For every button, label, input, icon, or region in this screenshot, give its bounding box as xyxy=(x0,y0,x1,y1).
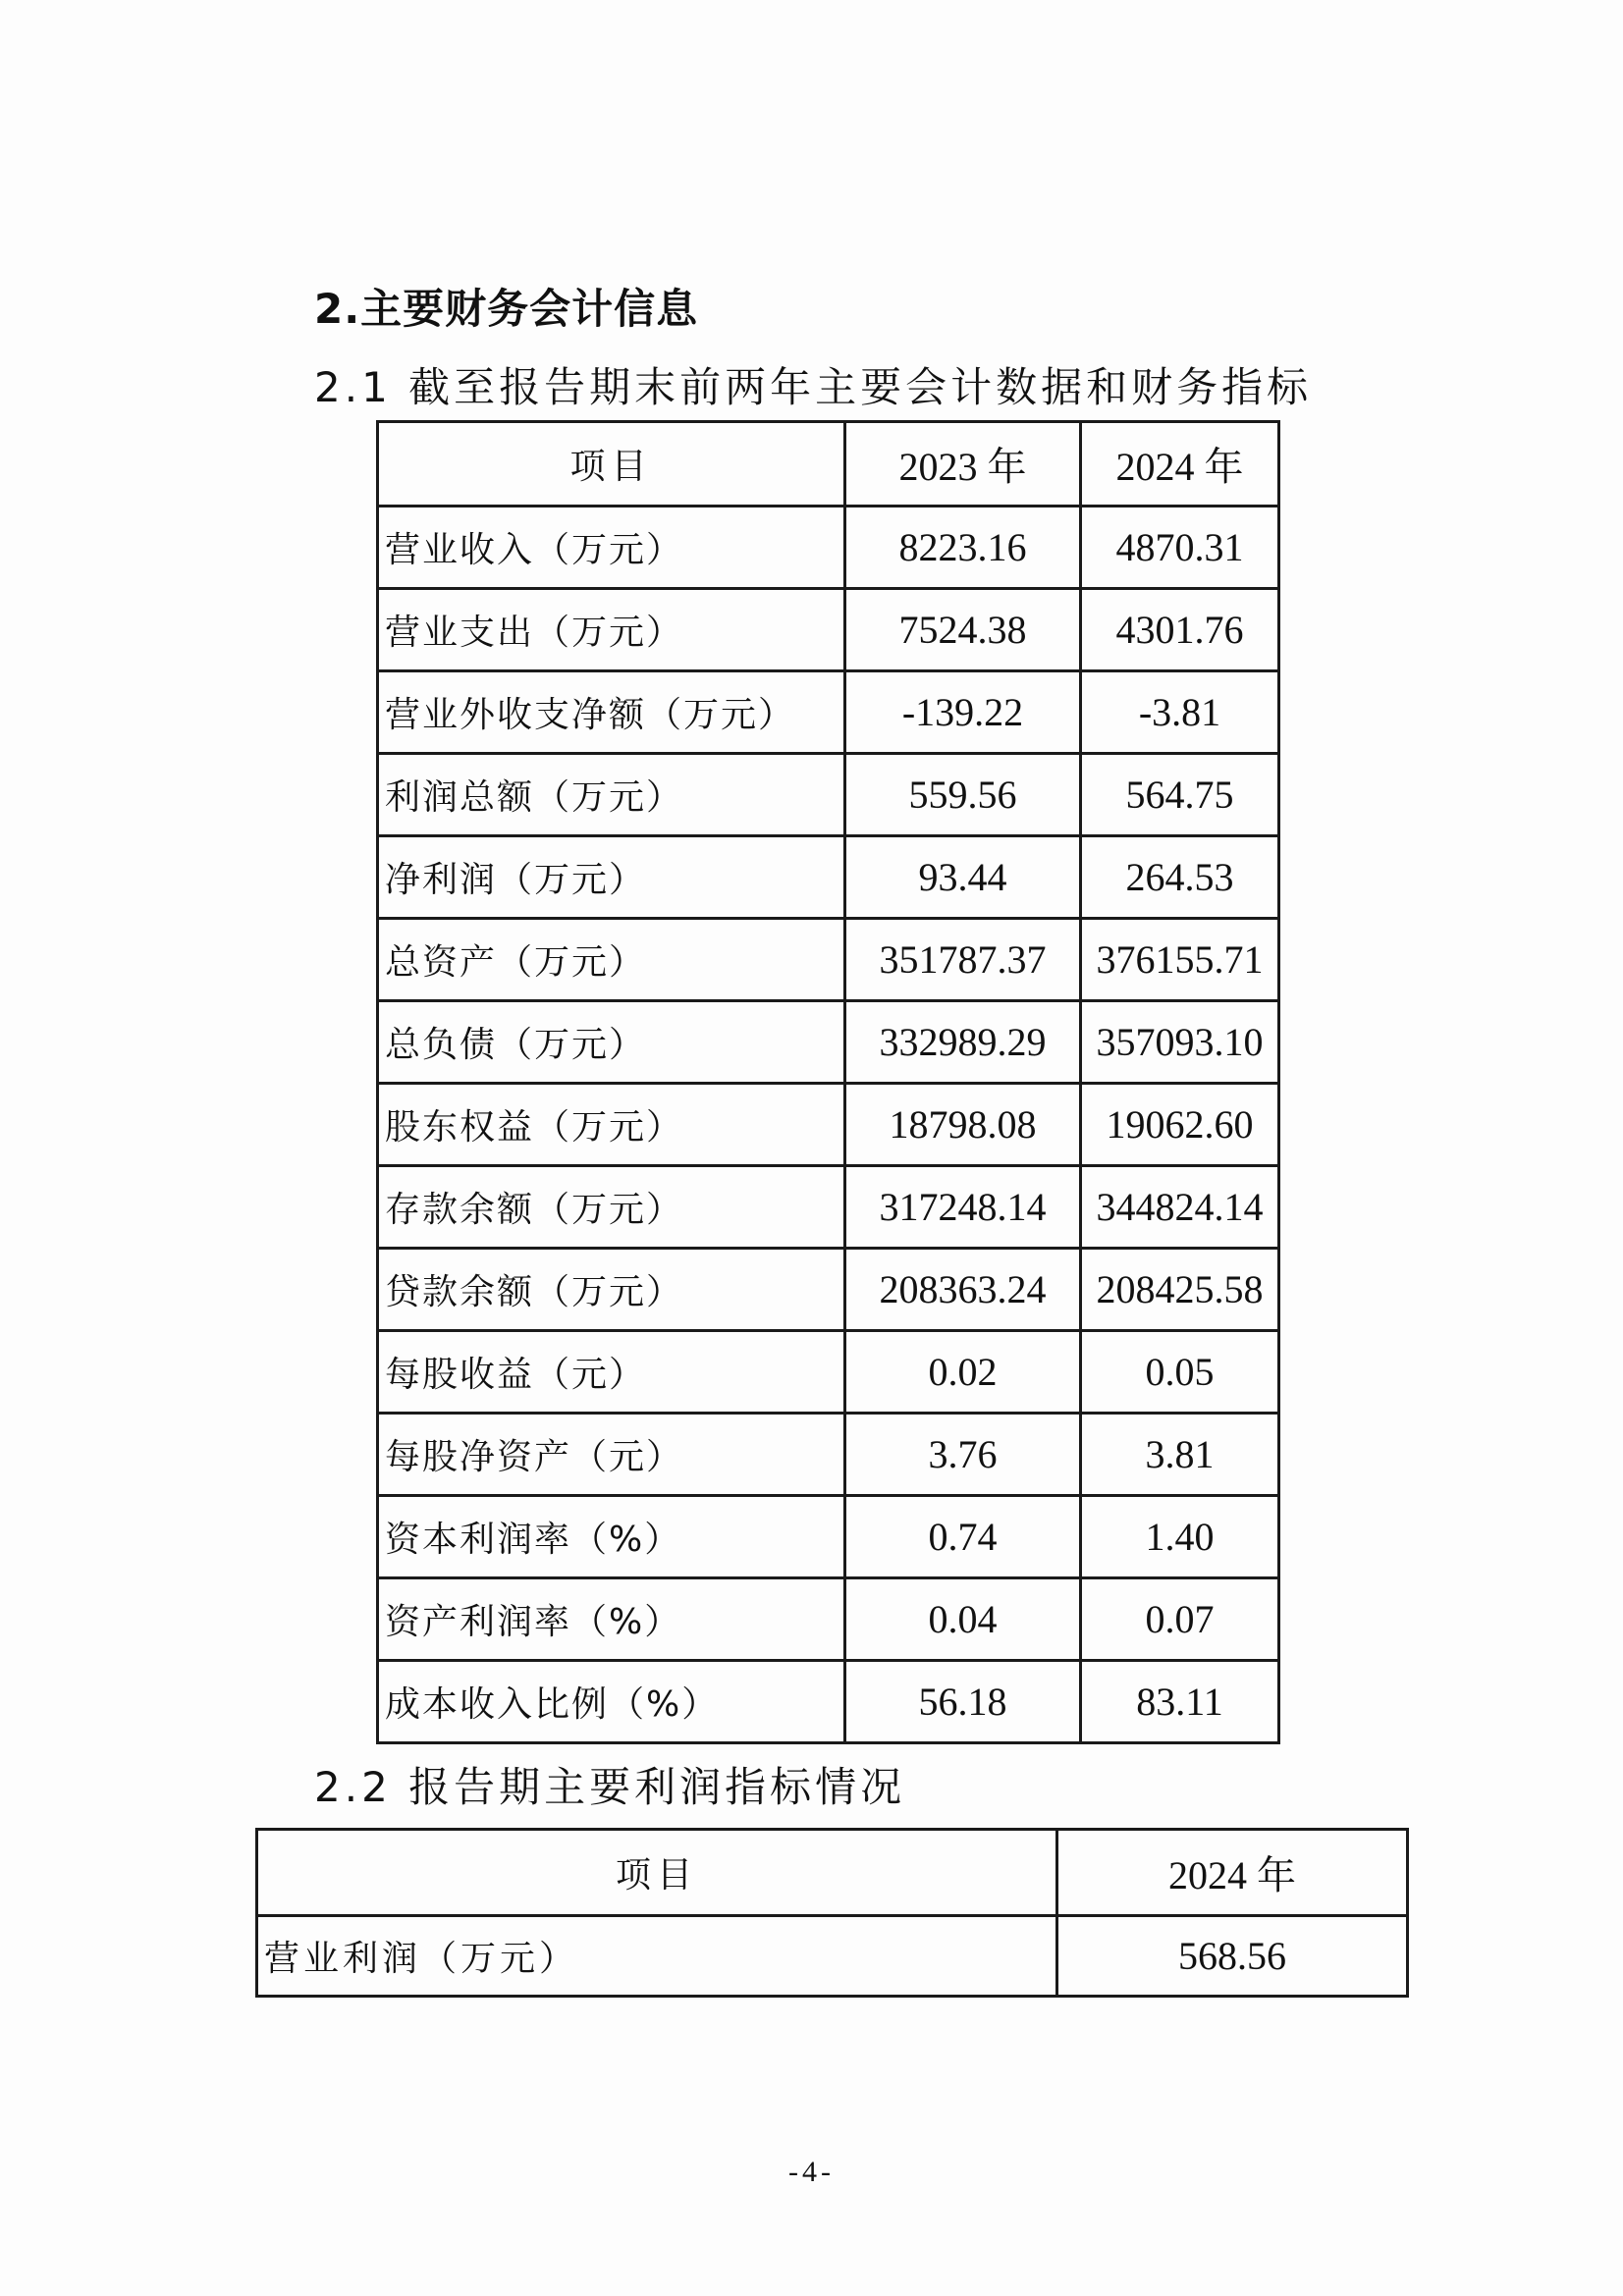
value-2023: 0.74 xyxy=(845,1496,1081,1578)
table-row xyxy=(378,1661,1279,1743)
value-2023: 3.76 xyxy=(845,1414,1081,1496)
value-2024: 357093.10 xyxy=(1081,1001,1279,1084)
value-2024: 19062.60 xyxy=(1081,1084,1279,1166)
value-2023: 18798.08 xyxy=(845,1084,1081,1166)
row-label: 每股净资产（元） xyxy=(378,1414,845,1496)
row-label: 营业支出（万元） xyxy=(378,589,845,671)
table-row xyxy=(378,1578,1279,1661)
value-2023: 7524.38 xyxy=(845,589,1081,671)
row-label: 每股收益（元） xyxy=(378,1331,845,1414)
header-2023: 2023 年 xyxy=(845,422,1081,507)
table-row xyxy=(378,919,1279,1001)
value-2023: 332989.29 xyxy=(845,1001,1081,1084)
value-2023: 559.56 xyxy=(845,754,1081,836)
row-label: 营业利润（万元） xyxy=(257,1916,1057,1997)
table-row xyxy=(378,1496,1279,1578)
row-label: 营业收入（万元） xyxy=(378,507,845,589)
header-2024: 2024 年 xyxy=(1057,1830,1408,1916)
value-2024: 3.81 xyxy=(1081,1414,1279,1496)
value-2024: 264.53 xyxy=(1081,836,1279,919)
table-row xyxy=(378,754,1279,836)
row-label: 净利润（万元） xyxy=(378,836,845,919)
row-label: 存款余额（万元） xyxy=(378,1166,845,1249)
value-2024: -3.81 xyxy=(1081,671,1279,754)
value-2023: 0.04 xyxy=(845,1578,1081,1661)
value-2024: 208425.58 xyxy=(1081,1249,1279,1331)
value-2023: 208363.24 xyxy=(845,1249,1081,1331)
subsection-title-2-1: 2.1 截至报告期末前两年主要会计数据和财务指标 xyxy=(314,363,1313,411)
row-label: 贷款余额（万元） xyxy=(378,1249,845,1331)
value-2024: 564.75 xyxy=(1081,754,1279,836)
table-row xyxy=(378,836,1279,919)
table-row xyxy=(378,507,1279,589)
value-2023: -139.22 xyxy=(845,671,1081,754)
value-2023: 317248.14 xyxy=(845,1166,1081,1249)
value-2024: 0.07 xyxy=(1081,1578,1279,1661)
table-header-row xyxy=(378,422,1279,507)
row-label: 资产利润率（%） xyxy=(378,1578,845,1661)
row-label: 利润总额（万元） xyxy=(378,754,845,836)
table-row xyxy=(378,589,1279,671)
table-row xyxy=(378,1331,1279,1414)
value-2024: 568.56 xyxy=(1057,1916,1408,1997)
table-row xyxy=(378,1001,1279,1084)
value-2024: 1.40 xyxy=(1081,1496,1279,1578)
value-2024: 376155.71 xyxy=(1081,919,1279,1001)
table-row xyxy=(378,671,1279,754)
value-2023: 8223.16 xyxy=(845,507,1081,589)
value-2024: 0.05 xyxy=(1081,1331,1279,1414)
page-number: -4- xyxy=(788,2156,835,2188)
row-label: 成本收入比例（%） xyxy=(378,1661,845,1743)
table-row xyxy=(378,1249,1279,1331)
row-label: 股东权益（万元） xyxy=(378,1084,845,1166)
header-item: 项目 xyxy=(378,422,845,507)
row-label: 总负债（万元） xyxy=(378,1001,845,1084)
header-2024: 2024 年 xyxy=(1081,422,1279,507)
header-item: 项目 xyxy=(257,1830,1057,1916)
table-row xyxy=(257,1916,1408,1997)
row-label: 总资产（万元） xyxy=(378,919,845,1001)
row-label: 资本利润率（%） xyxy=(378,1496,845,1578)
value-2024: 4301.76 xyxy=(1081,589,1279,671)
value-2024: 344824.14 xyxy=(1081,1166,1279,1249)
financial-indicators-table xyxy=(376,420,1280,1744)
profit-indicators-table xyxy=(255,1828,1409,1998)
section-title: 2.主要财务会计信息 xyxy=(314,285,699,333)
value-2023: 56.18 xyxy=(845,1661,1081,1743)
row-label: 营业外收支净额（万元） xyxy=(378,671,845,754)
value-2023: 0.02 xyxy=(845,1331,1081,1414)
value-2024: 4870.31 xyxy=(1081,507,1279,589)
value-2023: 93.44 xyxy=(845,836,1081,919)
subsection-title-2-2: 2.2 报告期主要利润指标情况 xyxy=(314,1763,906,1811)
value-2023: 351787.37 xyxy=(845,919,1081,1001)
value-2024: 83.11 xyxy=(1081,1661,1279,1743)
table-row xyxy=(378,1166,1279,1249)
table-row xyxy=(378,1084,1279,1166)
table-row xyxy=(378,1414,1279,1496)
table-header-row xyxy=(257,1830,1408,1916)
